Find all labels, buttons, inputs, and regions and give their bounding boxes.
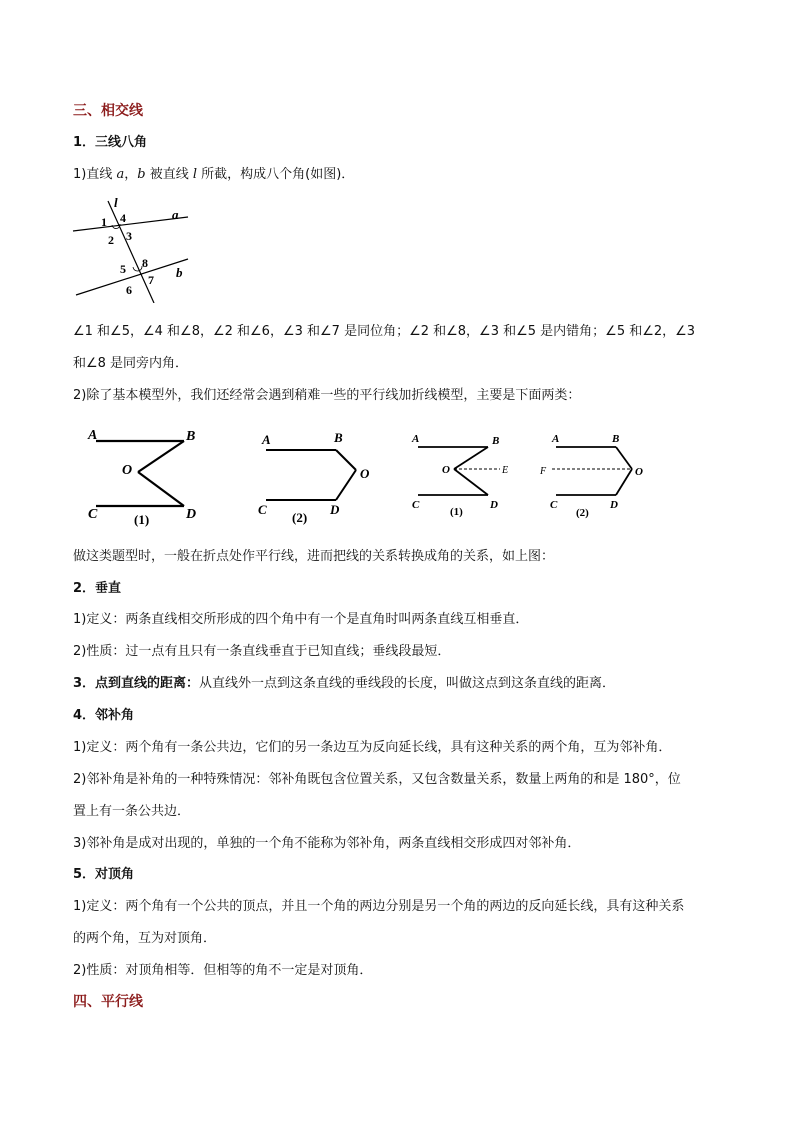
- label-angle-3: 3: [126, 229, 132, 243]
- paragraph-angle-types-line1: ∠1 和∠5，∠4 和∠8，∠2 和∠6，∠3 和∠7 是同位角；∠2 和∠8，∠3 和∠5 是内错角；∠5 和∠2，∠3: [73, 324, 696, 339]
- intro-prefix: 1)直线: [73, 167, 117, 182]
- paragraph-adjacent-special-case-line1: 2)邻补角是补角的一种特殊情况：邻补角既包含位置关系，又包含数量关系，数量上两角的和是 180°，位: [73, 772, 681, 787]
- label-angle-1: 1: [101, 215, 107, 229]
- model2-label-O: O: [360, 466, 370, 481]
- label-angle-2: 2: [108, 233, 114, 247]
- model2-label-C: C: [258, 502, 267, 517]
- paragraph-adjacent-definition: 1)定义：两个角有一条公共边，它们的另一条边互为反向延长线，具有这种关系的两个角，互为邻补角．: [73, 740, 672, 755]
- model3-label-D: D: [490, 499, 498, 511]
- model4-label-C: C: [550, 499, 558, 511]
- paragraph-adjacent-special-case-line2: 置上有一条公共边．: [73, 804, 191, 819]
- label-angle-8: 8: [142, 256, 148, 270]
- paragraph-vertical-definition-line1: 1)定义：两个角有一个公共的顶点，并且一个角的两边分别是另一个角的两边的反向延长线，具有这种关系: [73, 899, 685, 914]
- paragraph-vertical-definition-line2: 的两个角，互为对顶角．: [73, 931, 217, 946]
- subheading-vertical-angles: 5．对顶角: [73, 867, 135, 882]
- label-angle-7: 7: [148, 273, 154, 287]
- model4-label-D: D: [610, 499, 618, 511]
- var-l: l: [192, 167, 198, 182]
- model1-label-D: D: [186, 507, 197, 522]
- model-1: [87, 428, 196, 527]
- intro-middle: 被直线: [145, 167, 193, 182]
- paragraph-point-line-distance: [73, 675, 615, 693]
- model-4-with-auxiliary-line: [539, 433, 643, 519]
- line-b: [76, 259, 188, 295]
- model1-label-A: A: [88, 428, 98, 443]
- var-a: a: [116, 167, 125, 182]
- paragraph-adjacent-pairs: 3)邻补角是成对出现的，单独的一个角不能称为邻补角，两条直线相交形成四对邻补角．: [73, 836, 581, 851]
- model4-label-F: F: [540, 466, 547, 477]
- subheading-three-lines-eight-angles: 1．三线八角: [73, 135, 148, 150]
- label-angle-5: 5: [120, 262, 126, 276]
- paragraph-angle-types-line2: 和∠8 是同旁内角．: [73, 356, 189, 371]
- paragraph-method: 做这类题型时，一般在折点处作平行线，进而把线的关系转换成角的关系，如上图：: [73, 549, 555, 564]
- paragraph-perpendicular-property: 2)性质：过一点有且只有一条直线垂直于已知直线；垂线段最短．: [73, 644, 451, 659]
- model3-label-A: A: [412, 433, 420, 445]
- paragraph-intro: [73, 166, 354, 184]
- intro-suffix: 所截，构成八个角(如图)．: [197, 167, 355, 182]
- model2-label-B: B: [334, 430, 343, 445]
- model2-label-D: D: [330, 502, 340, 517]
- section-title-parallel-lines: 四、平行线: [73, 994, 143, 1010]
- model4-caption: (2): [576, 507, 589, 519]
- model-3-with-auxiliary-line: [411, 433, 508, 518]
- model3-caption: (1): [450, 506, 463, 518]
- model4-label-O: O: [635, 466, 643, 478]
- label-a: a: [172, 207, 179, 222]
- section-title-intersecting-lines: 三、相交线: [73, 103, 143, 119]
- label-angle-6: 6: [126, 283, 132, 297]
- model4-label-A: A: [552, 433, 560, 445]
- model2-label-A: A: [262, 432, 271, 447]
- subheading-point-line-distance: 3．点到直线的距离：: [73, 676, 200, 691]
- model3-label-B: B: [492, 435, 500, 447]
- model1-label-B: B: [186, 429, 196, 444]
- model1-label-C: C: [88, 507, 98, 522]
- subheading-perpendicular: 2．垂直: [73, 581, 122, 596]
- paragraph-fold-models: 2)除了基本模型外，我们还经常会遇到稍难一些的平行线加折线模型，主要是下面两类：: [73, 388, 581, 403]
- point-line-distance-text: 从直线外一点到这条直线的垂线段的长度，叫做这点到这条直线的距离．: [199, 676, 616, 691]
- model4-label-B: B: [612, 433, 620, 445]
- var-b: b: [137, 167, 146, 182]
- paragraph-vertical-property: 2)性质：对顶角相等．但相等的角不一定是对顶角．: [73, 963, 373, 978]
- model2-caption: (2): [292, 510, 308, 525]
- model1-caption: (1): [134, 512, 150, 527]
- subheading-adjacent-supplementary: 4．邻补角: [73, 708, 135, 723]
- figure-fold-line-models: [80, 420, 660, 532]
- intro-comma: ，: [124, 167, 138, 182]
- label-angle-4: 4: [120, 211, 126, 225]
- model3-label-O: O: [442, 464, 450, 476]
- model3-label-C: C: [412, 499, 420, 511]
- model3-label-E: E: [502, 465, 509, 476]
- model1-label-O: O: [122, 463, 133, 478]
- figure-three-lines-eight-angles: [70, 195, 200, 303]
- model-2: [258, 430, 370, 525]
- label-b: b: [176, 265, 183, 280]
- paragraph-perpendicular-definition: 1)定义：两条直线相交所形成的四个角中有一个是直角时叫两条直线互相垂直．: [73, 612, 529, 627]
- label-l: l: [114, 195, 118, 210]
